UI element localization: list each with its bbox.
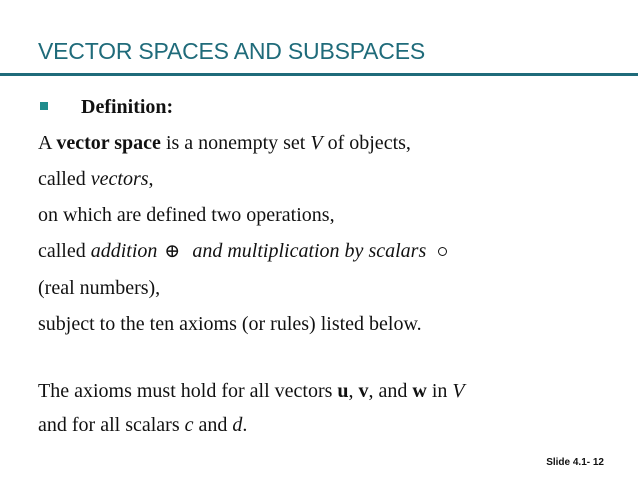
text-segment: A <box>38 132 57 154</box>
text-segment: of objects, <box>322 132 411 154</box>
text-segment: , <box>348 380 359 402</box>
axioms-line-2 <box>38 414 247 437</box>
text-segment: in <box>426 380 453 402</box>
definition-line-3: on which are defined two operations, <box>38 204 335 226</box>
definition-line-5: (real numbers), <box>38 277 161 299</box>
text-segment: called <box>38 240 91 262</box>
set-variable: V <box>310 132 323 154</box>
term-scalar-multiplication: and multiplication by scalars <box>192 240 427 262</box>
slide-number: Slide 4.1- 12 <box>546 457 604 468</box>
definition-line-2 <box>38 168 154 191</box>
text-segment: , and <box>368 380 413 402</box>
title-divider <box>0 73 638 76</box>
term-vectors: vectors <box>90 168 149 190</box>
scalar-c: c <box>184 414 194 436</box>
text-segment: and <box>193 414 233 436</box>
term-addition: addition <box>90 240 158 262</box>
text-segment: . <box>242 414 248 436</box>
definition-label: Definition: <box>81 96 174 118</box>
square-bullet-icon <box>40 102 48 110</box>
vector-v: v <box>358 380 369 402</box>
scalar-d: d <box>232 414 243 436</box>
set-variable: V <box>452 380 465 402</box>
axioms-line-1 <box>38 380 465 403</box>
text-segment: is a nonempty set <box>160 132 311 154</box>
circled-plus-icon: ⊕ <box>164 241 181 262</box>
text-segment: called <box>38 168 91 190</box>
text-segment: The axioms must hold for all vectors <box>38 380 338 402</box>
vector-u: u <box>337 380 349 402</box>
term-vector-space: vector space <box>56 132 161 154</box>
definition-line-6: subject to the ten axioms (or rules) listed below. <box>38 313 422 335</box>
scalar-multiplication-circle-icon <box>438 247 447 256</box>
slide-title: VECTOR SPACES AND SUBSPACES <box>38 38 425 64</box>
text-segment: and for all scalars <box>38 414 185 436</box>
vector-w: w <box>412 380 427 402</box>
definition-line-1 <box>38 132 411 155</box>
text-segment: , <box>148 168 154 190</box>
definition-line-4 <box>38 240 447 263</box>
definition-bullet <box>40 96 173 119</box>
